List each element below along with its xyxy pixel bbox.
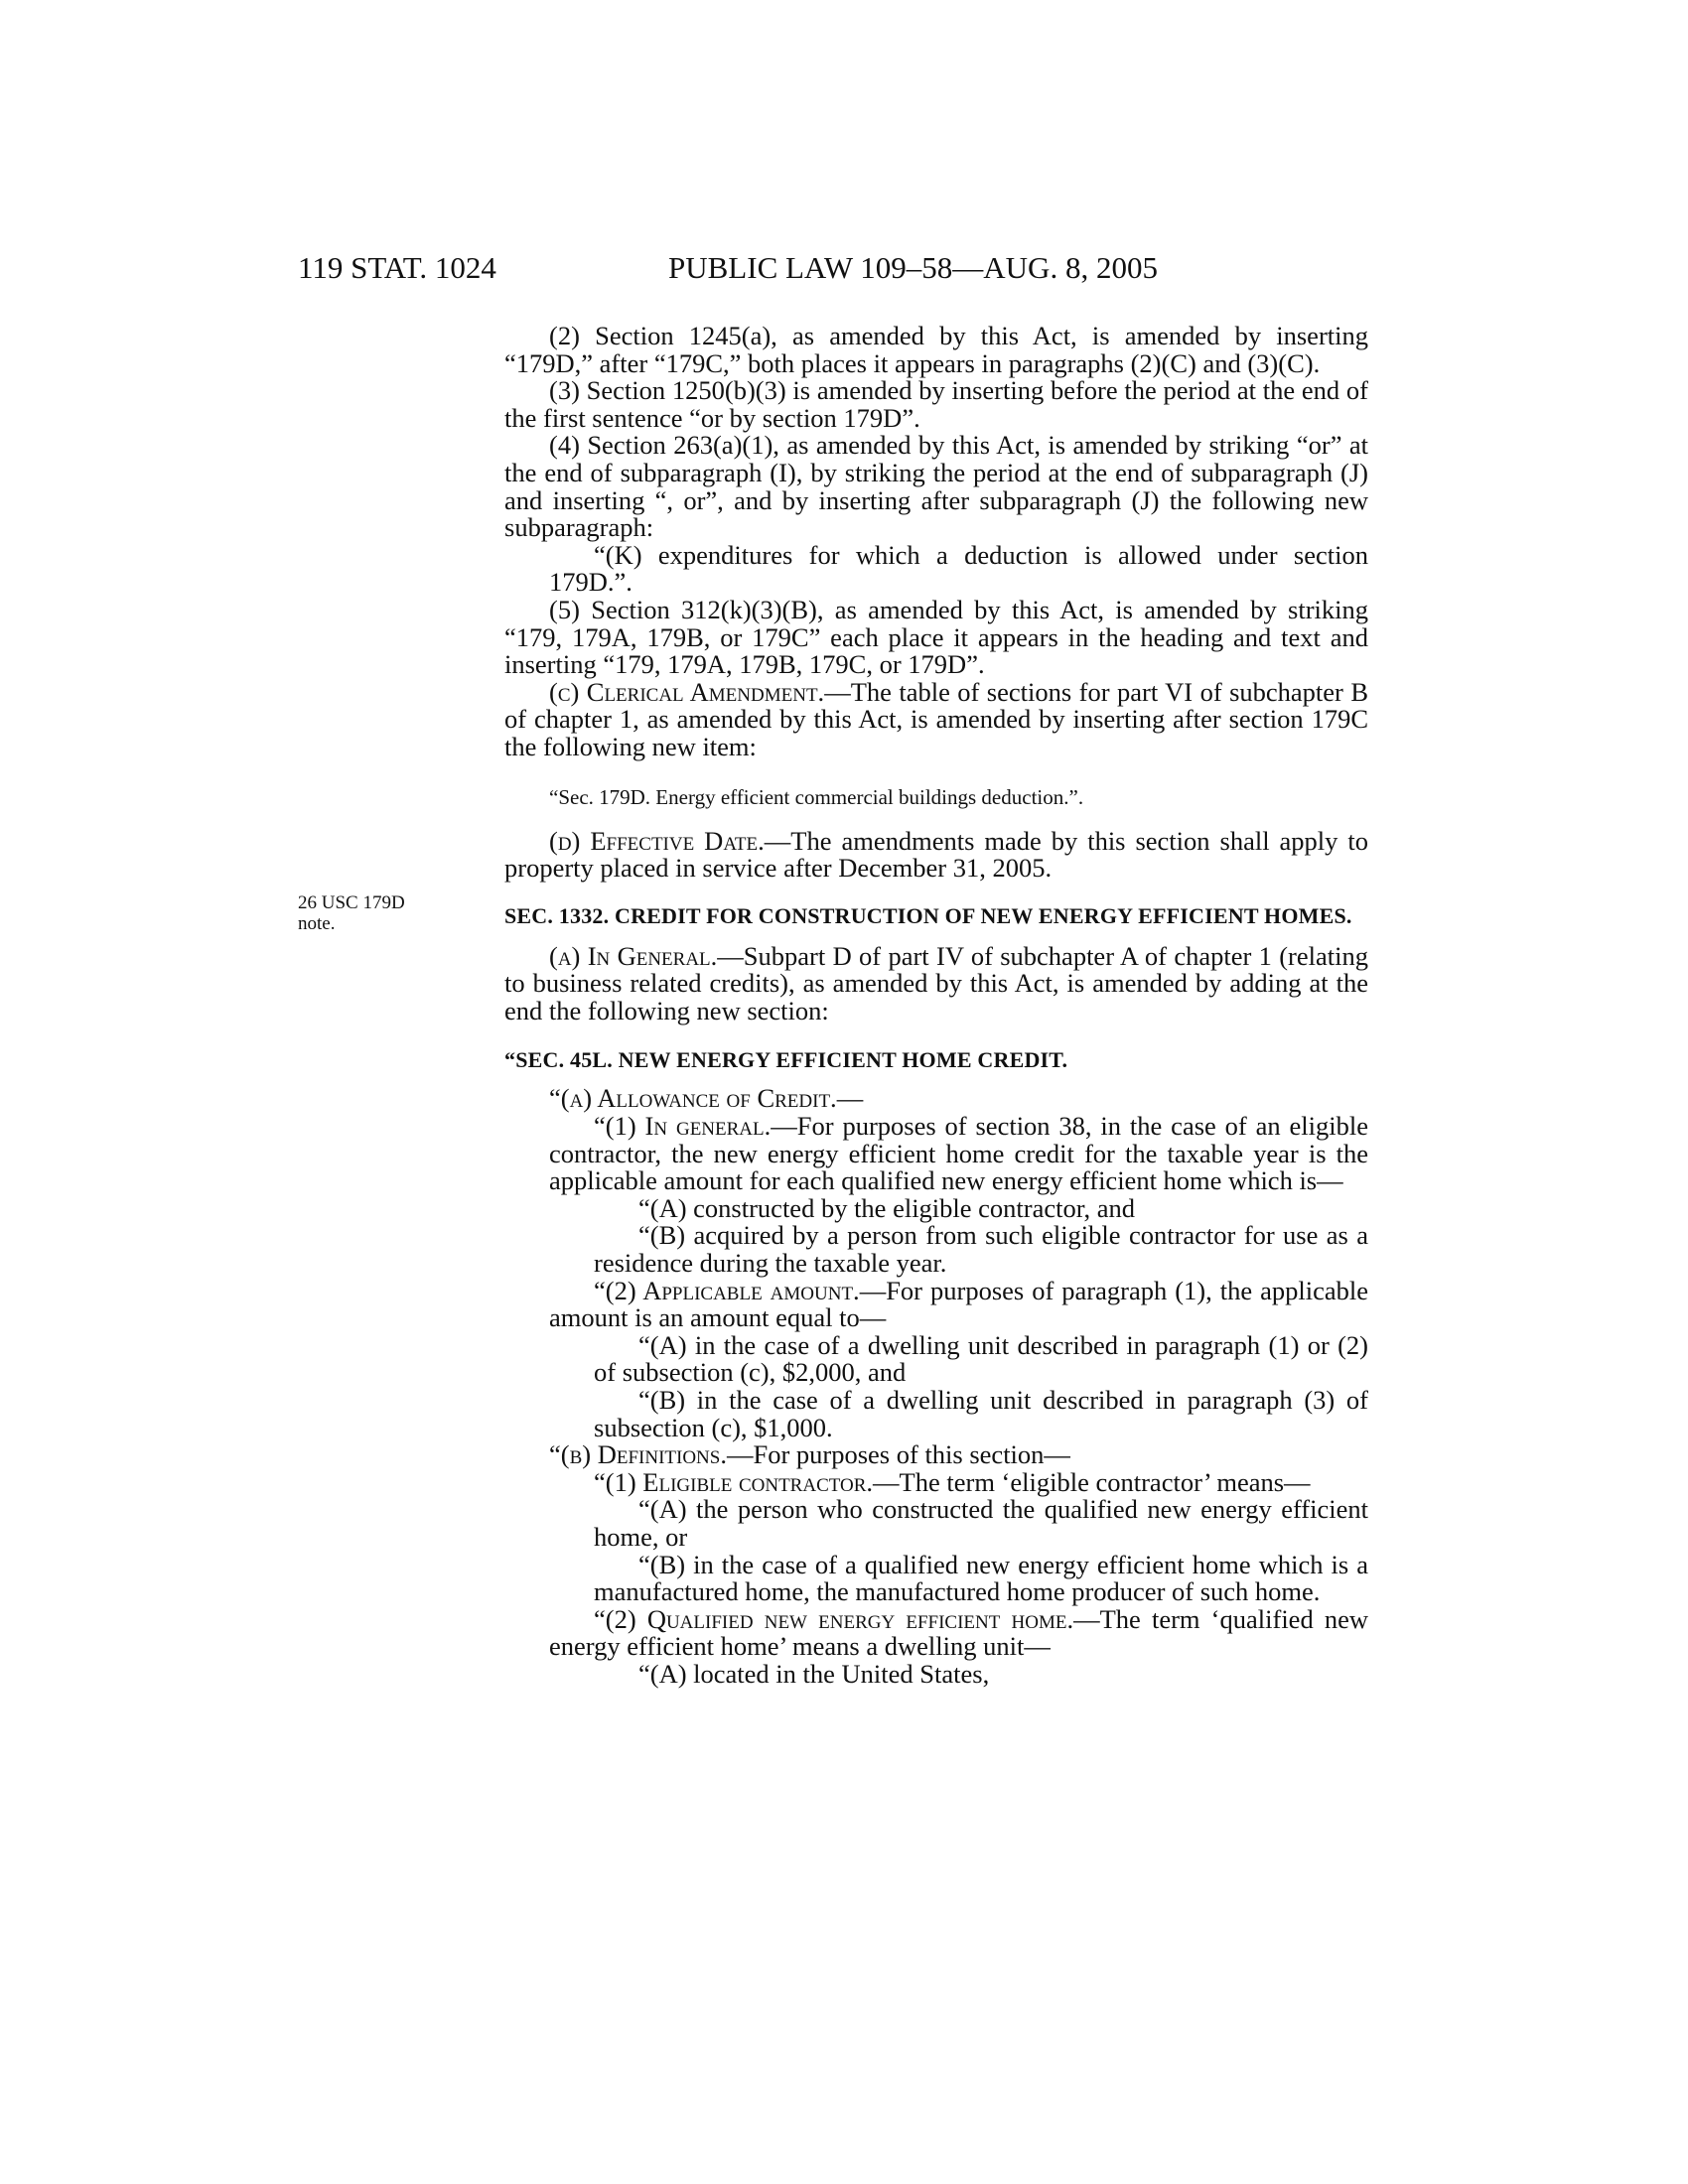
- stat-page-number: 119 STAT. 1024: [298, 250, 496, 285]
- margin-note-line-2: note.: [298, 913, 336, 934]
- clause-a1-a: “(A) constructed by the eligible contractor, and: [638, 1192, 1136, 1223]
- subsection-d-text: —The amendments made by this section shall apply to property placed in service after December 31, 2005.: [504, 825, 1368, 884]
- applicable-amount-heading: “(2) Applicable amount.: [594, 1275, 860, 1305]
- qualified-home-paragraph: [504, 1603, 1369, 1662]
- margin-note-line-1: 26 USC 179D: [298, 892, 405, 913]
- paragraph-3: (3) Section 1250(b)(3) is amended by inserting before the period at the end of the first sentence “or by section 179D”.: [504, 375, 1368, 433]
- eligible-contractor-text: —The term ‘eligible contractor’ means—: [873, 1466, 1311, 1497]
- eligible-contractor-paragraph: [504, 1466, 1368, 1497]
- allowance-of-credit-heading: “(a) Allowance of Credit.: [549, 1083, 837, 1114]
- subsection-a: [504, 940, 1368, 1025]
- in-general-paragraph: [504, 1113, 1368, 1195]
- subsection-c-heading: (c) Clerical Amendment.: [549, 676, 825, 707]
- subparagraph-k: “(K) expenditures for which a deduction is allowed under section 179D.”.: [549, 539, 1368, 598]
- clause-b2-a: “(A) located in the United States,: [638, 1658, 990, 1689]
- applicable-amount-paragraph: [504, 1275, 1368, 1333]
- subsection-a-text: —Subpart D of part IV of subchapter A of chapter 1 (relating to business related credits), as amended by this Act, is amended by adding at the end the following new section:: [504, 940, 1368, 1025]
- clause-b1-a: “(A) the person who constructed the qualified new energy efficient home, or: [594, 1494, 1368, 1552]
- definitions: [504, 1441, 1368, 1469]
- subsection-c: [504, 676, 1369, 761]
- table-of-sections-item: “Sec. 179D. Energy efficient commercial buildings deduction.”.: [549, 784, 1084, 809]
- subsection-d-heading: (d) Effective Date.: [549, 825, 765, 856]
- clause-a2-a: “(A) in the case of a dwelling unit described in paragraph (1) or (2) of subsection (c), $2,000, and: [594, 1329, 1368, 1388]
- subsection-c-text: —The table of sections for part VI of subchapter B of chapter 1, as amended by this Act, is amended by inserting after section 179C the following new item:: [504, 676, 1369, 761]
- clause-a2-b: “(B) in the case of a dwelling unit described in paragraph (3) of subsection (c), $1,000.: [594, 1385, 1368, 1442]
- paragraph-4: (4) Section 263(a)(1), as amended by this Act, is amended by striking “or” at the end of subparagraph (I), by striking the period at the end of subparagraph (J) and inserting “, or”, and by inserting after subparagraph (J) the following new subparagraph:: [504, 430, 1368, 543]
- subsection-d: [504, 825, 1368, 884]
- section-1332-heading: SEC. 1332. CREDIT FOR CONSTRUCTION OF NEW ENERGY EFFICIENT HOMES.: [504, 902, 1352, 928]
- paragraph-2: (2) Section 1245(a), as amended by this Act, is amended by inserting “179D,” after “179C,” both places it appears in paragraphs (2)(C) and (3)(C).: [504, 321, 1368, 378]
- margin-citation-note: [298, 892, 447, 934]
- paragraph-5: (5) Section 312(k)(3)(B), as amended by this Act, is amended by striking “179, 179A, 179B, or 179C” each place it appears in the heading and text and inserting “179, 179A, 179B, 179C, or 179D”.: [504, 594, 1368, 680]
- running-header: [0, 248, 1688, 288]
- allowance-of-credit-dash: —: [836, 1083, 864, 1114]
- definitions-text: —For purposes of this section—: [726, 1439, 1070, 1470]
- statute-body: [504, 323, 1368, 1689]
- clause-b1-b: “(B) in the case of a qualified new energy efficient home which is a manufactured home, the manufactured home producer of such home.: [594, 1549, 1368, 1607]
- eligible-contractor-heading: “(1) Eligible contractor.: [594, 1466, 874, 1497]
- applicable-amount-text: —For purposes of paragraph (1), the applicable amount is an amount equal to—: [549, 1275, 1368, 1333]
- qualified-home-text: —The term ‘qualified new energy efficient home’ means a dwelling unit—: [549, 1603, 1369, 1662]
- allowance-of-credit: [504, 1085, 1368, 1113]
- in-general-heading: “(1) In general.: [594, 1111, 772, 1142]
- public-law-title: PUBLIC LAW 109–58—AUG. 8, 2005: [668, 250, 1158, 285]
- clause-a1-b: “(B) acquired by a person from such eligible contractor for use as a residence during the taxable year.: [594, 1220, 1368, 1279]
- subsection-a-heading: (a) In General.: [549, 940, 718, 971]
- qualified-home-heading: “(2) Qualified new energy efficient home.: [594, 1603, 1074, 1634]
- in-general-text: —For purposes of section 38, in the case of an eligible contractor, the new energy efficient home credit for the taxable year is the applicable amount for each qualified new energy efficient home which is—: [549, 1111, 1368, 1196]
- definitions-heading: “(b) Definitions.: [549, 1439, 727, 1470]
- section-45l-heading: “SEC. 45L. NEW ENERGY EFFICIENT HOME CREDIT.: [504, 1047, 1068, 1073]
